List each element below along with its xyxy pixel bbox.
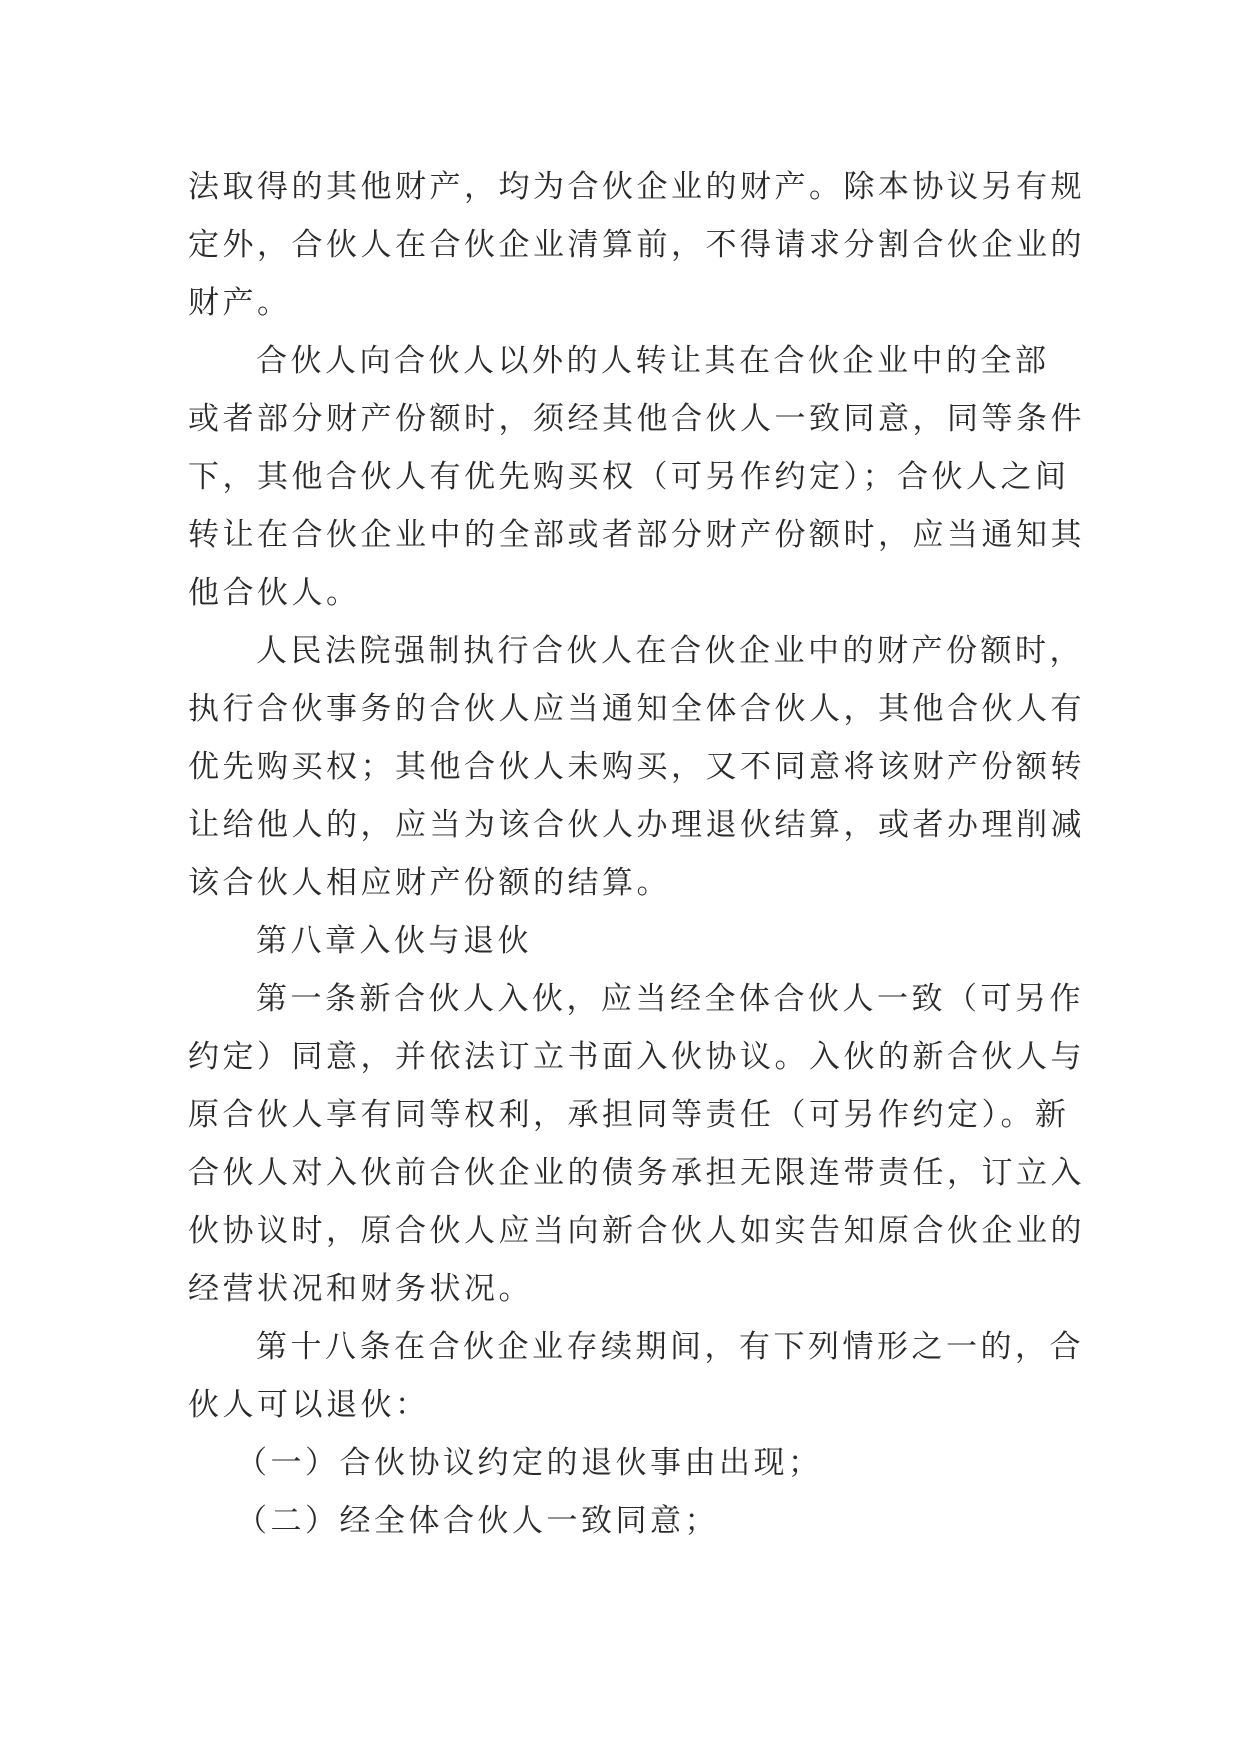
text-line: 合伙人对入伙前合伙企业的债务承担无限连带责任，订立入 [188, 1155, 1085, 1191]
text-line: 经营状况和财务状况。 [188, 1271, 533, 1307]
paragraph-admission [188, 970, 1085, 1318]
text-line: 原合伙人享有同等权利，承担同等责任（可另作约定）。新 [188, 1097, 1070, 1133]
document-body [188, 158, 1085, 1550]
paragraph-share-transfer [188, 332, 1085, 622]
list-item: （二）经全体合伙人一致同意； [236, 1503, 719, 1539]
text-line: 转让在合伙企业中的全部或者部分财产份额时，应当通知其 [188, 517, 1085, 553]
text-line: 法取得的其他财产，均为合伙企业的财产。除本协议另有规 [188, 169, 1085, 205]
text-line: 第十八条在合伙企业存续期间，有下列情形之一的，合 [256, 1329, 1084, 1365]
text-line: 约定）同意，并依法订立书面入伙协议。入伙的新合伙人与 [188, 1039, 1085, 1075]
list-item: （一）合伙协议约定的退伙事由出现； [236, 1445, 823, 1481]
text-line: 第一条新合伙人入伙，应当经全体合伙人一致（可另作 [256, 981, 1084, 1017]
paragraph-property-ownership [188, 158, 1085, 332]
text-line: 或者部分财产份额时，须经其他合伙人一致同意，同等条件 [188, 401, 1085, 437]
paragraph-court-enforcement [188, 622, 1085, 912]
text-line: 该合伙人相应财产份额的结算。 [188, 865, 671, 901]
paragraph-withdrawal [188, 1318, 1084, 1434]
text-line: 优先购买权；其他合伙人未购买，又不同意将该财产份额转 [188, 749, 1085, 785]
text-line: 财产。 [188, 285, 292, 321]
text-line: 伙协议时，原合伙人应当向新合伙人如实告知原合伙企业的 [188, 1213, 1085, 1249]
chapter-heading [188, 912, 1068, 970]
text-line: 合伙人向合伙人以外的人转让其在合伙企业中的全部 [256, 343, 1050, 379]
chapter-title: 第八章入伙与退伙 [256, 923, 532, 959]
text-line: 伙人可以退伙： [188, 1387, 430, 1423]
text-line: 人民法院强制执行合伙人在合伙企业中的财产份额时， [256, 633, 1084, 669]
text-line: 他合伙人。 [188, 575, 361, 611]
text-line: 让给他人的，应当为该合伙人办理退伙结算，或者办理削减 [188, 807, 1085, 843]
withdrawal-conditions-list [188, 1434, 1068, 1550]
text-line: 下，其他合伙人有优先购买权（可另作约定）；合伙人之间 [188, 459, 1070, 495]
text-line: 执行合伙事务的合伙人应当通知全体合伙人，其他合伙人有 [188, 691, 1085, 727]
text-line: 定外，合伙人在合伙企业清算前，不得请求分割合伙企业的 [188, 227, 1085, 263]
